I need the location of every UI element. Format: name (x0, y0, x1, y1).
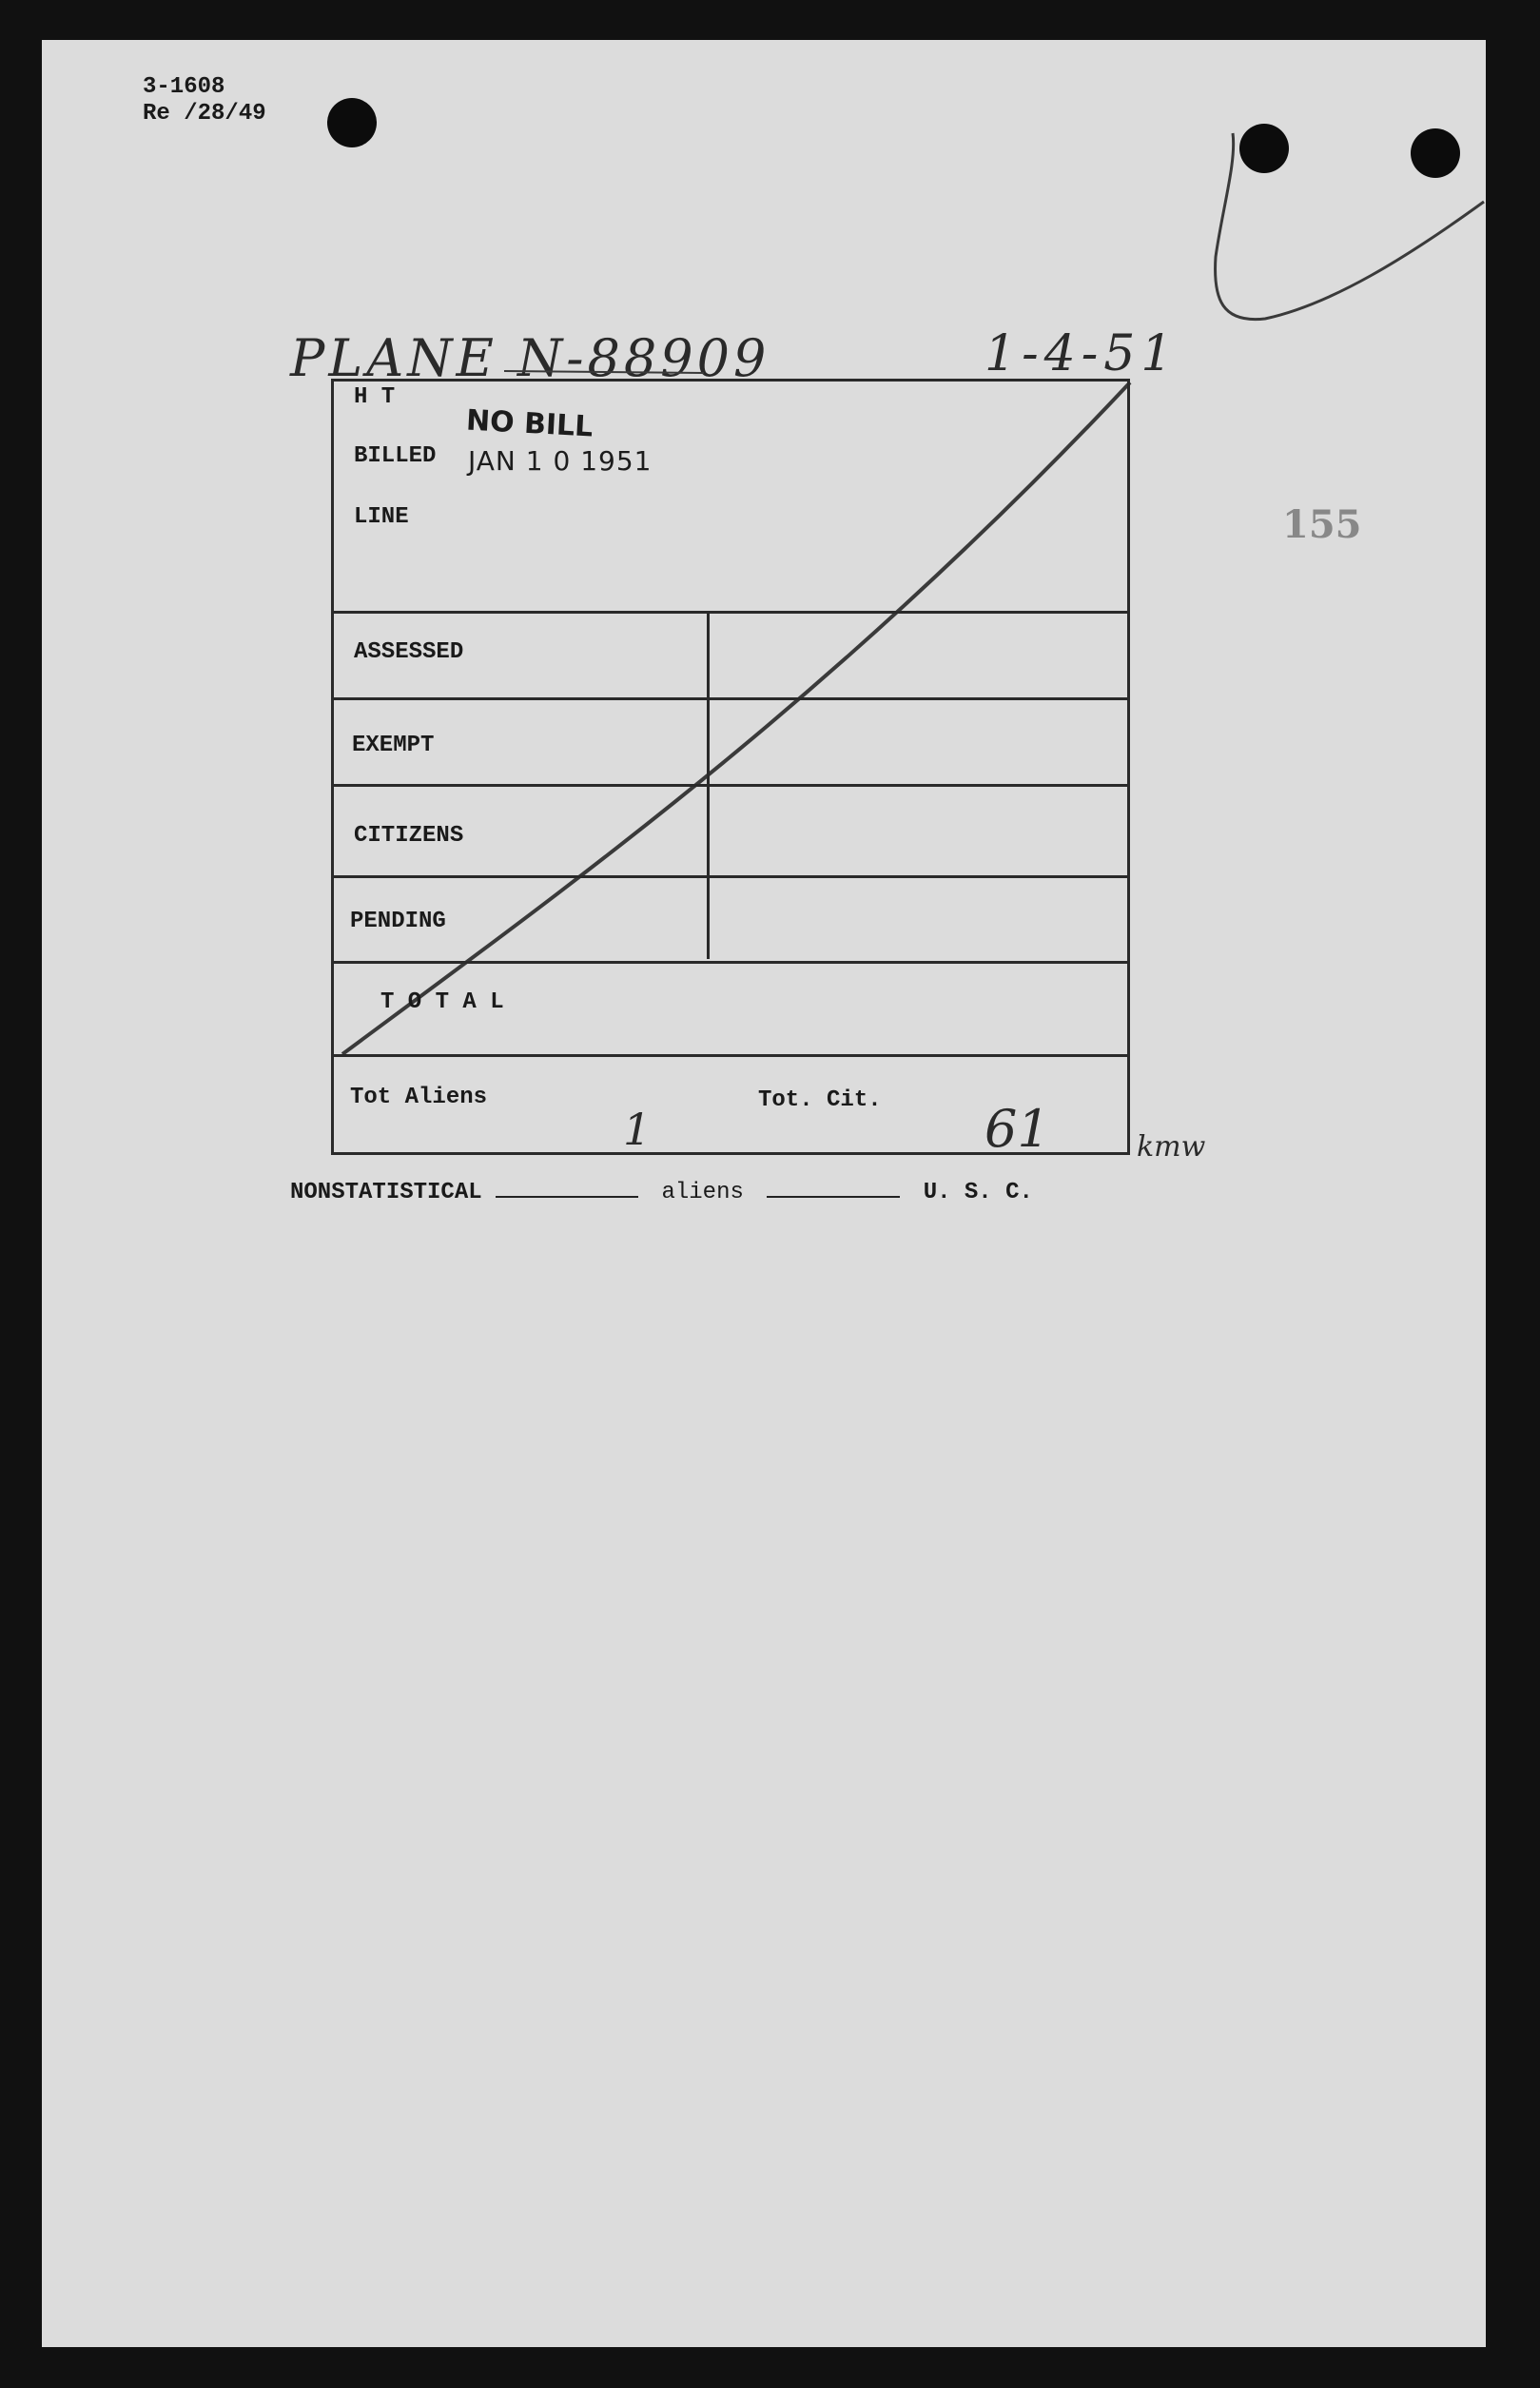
aliens-blank (767, 1196, 900, 1198)
grid-rule-1 (333, 611, 1128, 614)
form-number: 3-1608 (143, 74, 225, 100)
tally-form (331, 379, 1130, 1155)
label-assessed: ASSESSED (354, 639, 464, 665)
grid-rule-4 (333, 875, 1128, 878)
label-line: LINE (354, 504, 409, 530)
citizens-count: 61 (984, 1099, 1050, 1159)
nonstatistical-blank (496, 1196, 638, 1198)
no-bill-stamp: NO BILL (465, 403, 595, 444)
usc-label: U. S. C. (923, 1180, 1033, 1205)
nonstatistical-line (290, 1180, 1033, 1205)
label-tot-cit: Tot. Cit. (758, 1087, 882, 1113)
nonstatistical-label: NONSTATISTICAL (290, 1180, 482, 1205)
label-exempt: EXEMPT (352, 733, 435, 758)
grid-rule-2 (333, 697, 1128, 700)
grid-divider (707, 611, 710, 959)
aliens-count: 1 (623, 1104, 652, 1155)
initials: kmw (1137, 1130, 1206, 1164)
label-total: T O T A L (380, 989, 504, 1015)
punch-hole-right-1 (1239, 124, 1289, 173)
grid-rule-5 (333, 961, 1128, 964)
form-revision: Re /28/49 (143, 101, 266, 127)
aliens-label: aliens (661, 1180, 744, 1205)
label-ht: H T (354, 384, 396, 410)
stamp-date: JAN 1 0 1951 (468, 445, 653, 477)
label-pending: PENDING (350, 909, 446, 934)
punch-hole-left (327, 98, 377, 147)
label-citizens: CITIZENS (354, 823, 464, 849)
plane-number: PLANE N-88909 (290, 328, 770, 388)
grid-rule-6 (333, 1054, 1128, 1057)
punch-hole-right-2 (1411, 128, 1460, 178)
handwritten-date: 1-4-51 (984, 325, 1179, 382)
label-tot-aliens: Tot Aliens (350, 1085, 488, 1110)
label-billed: BILLED (354, 443, 437, 469)
grid-rule-3 (333, 784, 1128, 787)
page-number: 155 (1282, 502, 1362, 547)
